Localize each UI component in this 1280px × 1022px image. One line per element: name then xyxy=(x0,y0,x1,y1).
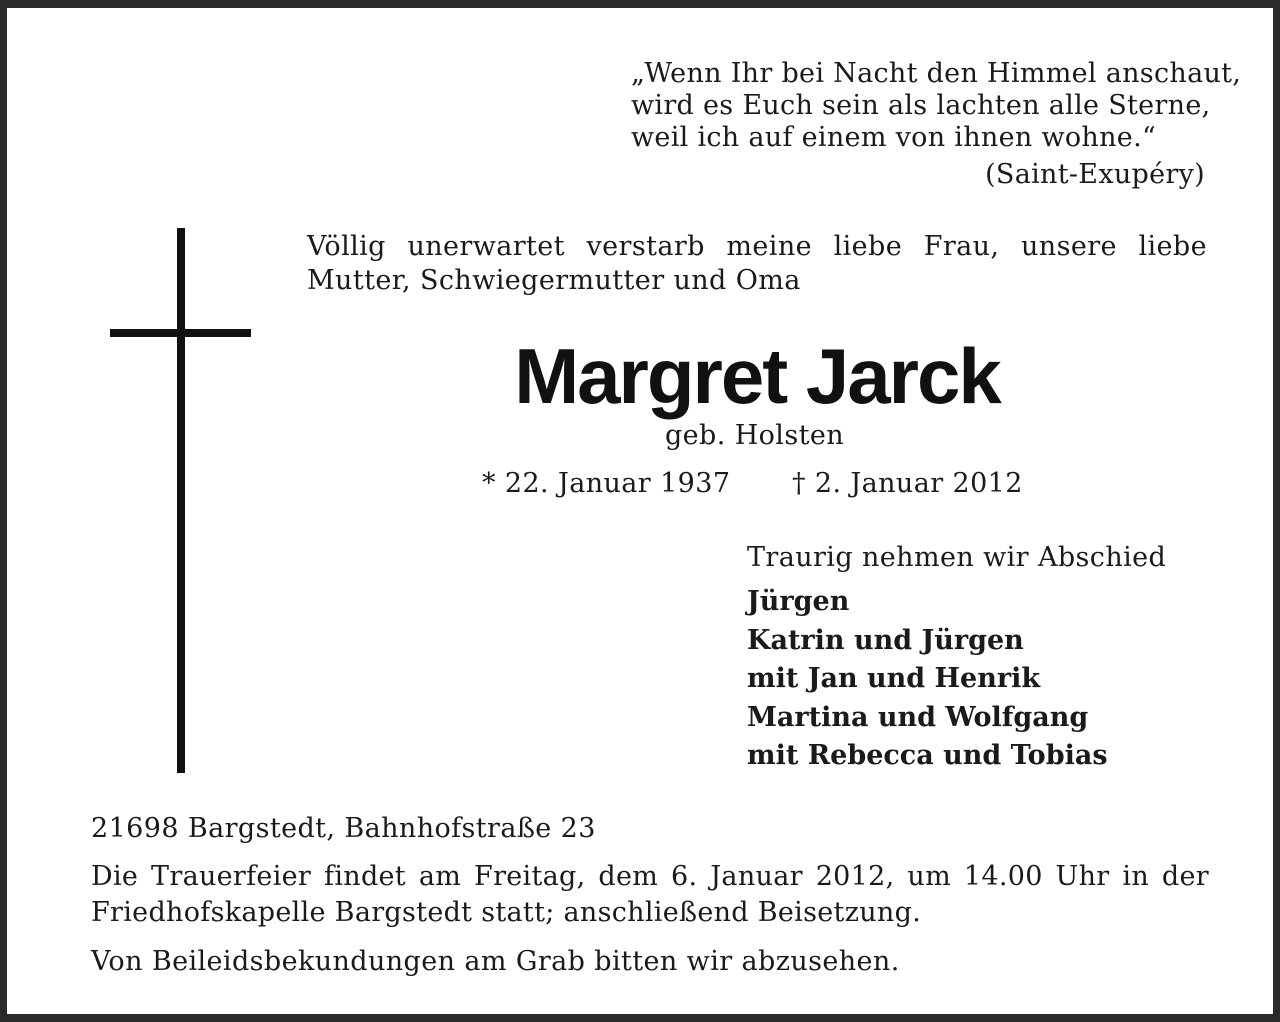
mourner-name: Jürgen xyxy=(747,586,850,617)
cross-icon-crossbar xyxy=(110,329,251,337)
condolence-request: Von Beileidsbekundungen am Grab bitten wir abzusehen. xyxy=(91,946,900,977)
birth-date: * 22. Januar 1937 xyxy=(482,468,731,499)
death-date: † 2. Januar 2012 xyxy=(792,468,1023,499)
mourner-name: mit Rebecca und Tobias xyxy=(747,740,1108,771)
quote-line-2: wird es Euch sein als lachten alle Sterne, xyxy=(631,90,1211,121)
quote-line-1: „Wenn Ihr bei Nacht den Himmel anschaut, xyxy=(631,58,1242,89)
funeral-details: Die Trauerfeier findet am Freitag, dem 6. Januar 2012, um 14.00 Uhr in der Friedhofskapelle Bargstedt statt; anschließend Beisetzung. xyxy=(91,861,1209,928)
maiden-name: geb. Holsten xyxy=(664,420,845,451)
address: 21698 Bargstedt, Bahnhofstraße 23 xyxy=(91,813,596,844)
deceased-name: Margret Jarck xyxy=(514,332,1000,420)
mourner-name: mit Jan und Henrik xyxy=(747,663,1041,694)
mourners-block xyxy=(747,541,1217,776)
intro-text: Völlig unerwartet verstarb meine liebe Frau, unsere liebe Mutter, Schwiegermutter und Oma xyxy=(307,231,1207,296)
mourners-heading: Traurig nehmen wir Abschied xyxy=(747,542,1167,573)
epigraph-quote xyxy=(631,58,1242,191)
quote-line-3: weil ich auf einem von ihnen wohne.“ xyxy=(631,122,1157,153)
mourner-name: Katrin und Jürgen xyxy=(747,624,1024,656)
mourner-name: Martina und Wolfgang xyxy=(747,701,1089,733)
cross-icon xyxy=(177,228,185,773)
quote-author: (Saint-Exupéry) xyxy=(985,159,1205,190)
